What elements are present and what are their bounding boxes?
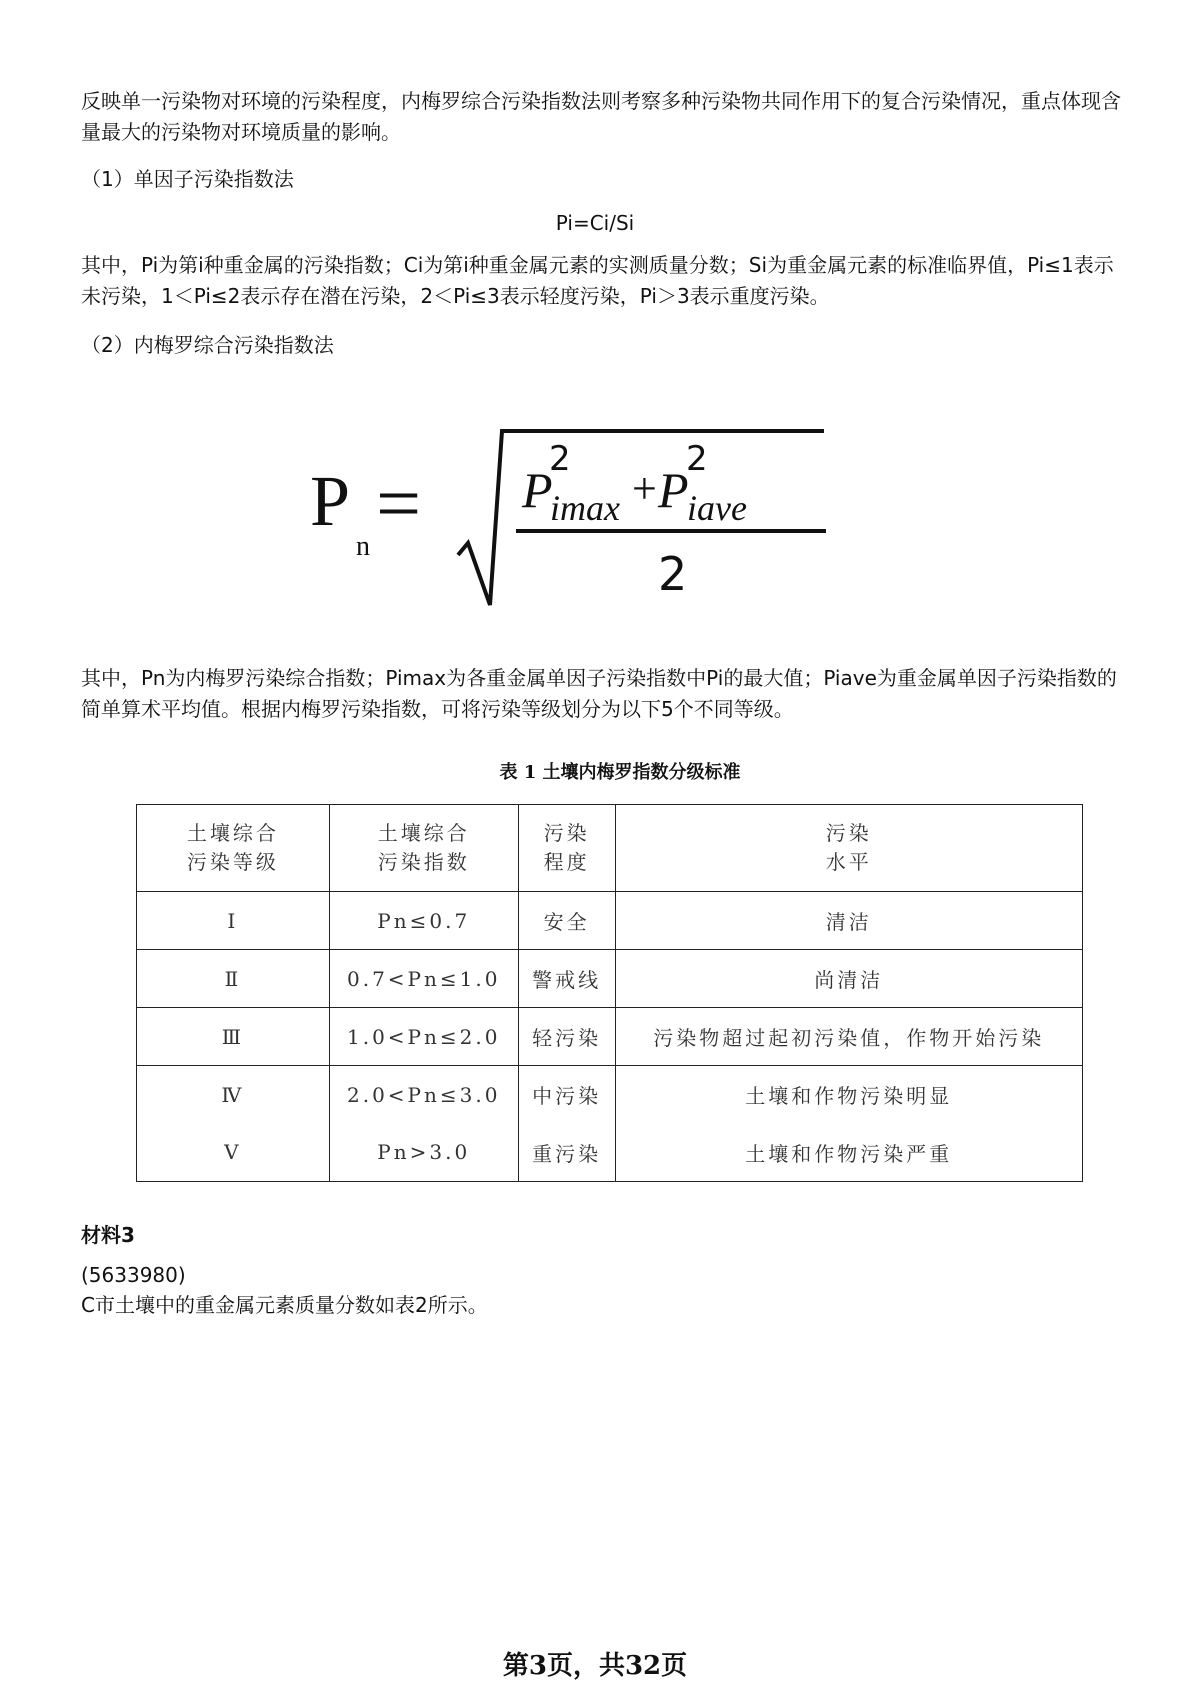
level-cell: 清洁	[615, 892, 1082, 950]
table-row	[137, 892, 1083, 950]
degree-cell: 安全	[518, 892, 615, 950]
formula-term1-sub: imax	[550, 488, 620, 528]
degree-cell: 轻污染	[518, 1008, 615, 1066]
table-row	[137, 950, 1083, 1008]
index-cell: 1.0<Pn≤2.0	[329, 1008, 518, 1066]
level-cell: 土壤和作物污染严重	[615, 1123, 1082, 1182]
intro-paragraph: 反映单一污染物对环境的污染程度，内梅罗综合污染指数法则考察多种污染物共同作用下的复合污染情况，重点体现含量最大的污染物对环境质量的影响。	[81, 89, 1121, 144]
method1-description: 其中，Pi为第i种重金属的污染指数；Ci为第i种重金属元素的实测质量分数；Si为重金属元素的标准临界值，Pi≤1表示未污染，1＜Pi≤2表示存在潜在污染，2＜Pi≤3表示轻度污染，Pi＞3表示重度污染。	[81, 253, 1114, 308]
material-text: C市土壤中的重金属元素质量分数如表2所示。	[81, 1293, 488, 1317]
header-cell: 污染 水平	[615, 805, 1082, 892]
radical-sign	[458, 431, 824, 605]
formula-plus: +	[632, 464, 657, 513]
grade-cell: Ⅰ	[137, 892, 330, 950]
method2-heading: （2）内梅罗综合污染指数法	[81, 333, 334, 357]
formula-lhs-sub: n	[356, 531, 370, 562]
table-row	[137, 1123, 1083, 1182]
level-cell: 土壤和作物污染明显	[615, 1066, 1082, 1124]
grade-cell: Ⅱ	[137, 950, 330, 1008]
material-title: 材料3	[81, 1223, 135, 1247]
nemerow-grade-table	[136, 804, 1083, 1182]
table-row	[137, 1066, 1083, 1124]
table-caption: 表 1 土壤内梅罗指数分级标准	[499, 762, 741, 783]
index-cell: Pn>3.0	[329, 1123, 518, 1182]
formula-lhs: P	[310, 461, 351, 541]
formula-term1-power: 2	[549, 439, 571, 479]
index-cell: 2.0<Pn≤3.0	[329, 1066, 518, 1124]
page-footer: 第3页，共32页	[502, 1651, 688, 1681]
degree-cell: 重污染	[518, 1123, 615, 1182]
formula-equals: =	[376, 460, 422, 548]
method2-description: 其中，Pn为内梅罗污染综合指数；Pimax为各重金属单因子污染指数中Pi的最大值；Piave为重金属单因子污染指数的简单算术平均值。根据内梅罗污染指数，可将污染等级划分为以下5个不同等级。	[81, 666, 1117, 721]
header-cell: 土壤综合 污染指数	[329, 805, 518, 892]
formula-denominator: 2	[658, 547, 688, 601]
header-cell: 污染 程度	[518, 805, 615, 892]
table-row	[137, 1008, 1083, 1066]
nemerow-formula	[300, 415, 840, 615]
formula-term1: P	[522, 462, 553, 518]
level-cell: 尚清洁	[615, 950, 1082, 1008]
formula-term2-power: 2	[686, 439, 708, 479]
method1-heading: （1）单因子污染指数法	[81, 167, 294, 191]
degree-cell: 中污染	[518, 1066, 615, 1124]
header-cell: 土壤综合 污染等级	[137, 805, 330, 892]
level-cell: 污染物超过起初污染值，作物开始污染	[615, 1008, 1082, 1066]
grade-cell: Ⅴ	[137, 1123, 330, 1182]
index-cell: Pn≤0.7	[329, 892, 518, 950]
formula-term2-sub: iave	[687, 488, 747, 528]
single-factor-formula: Pi=Ci/Si	[555, 211, 635, 235]
table-header-row	[137, 805, 1083, 892]
degree-cell: 警戒线	[518, 950, 615, 1008]
formula-term2: P	[658, 462, 689, 518]
index-cell: 0.7<Pn≤1.0	[329, 950, 518, 1008]
material-code: (5633980)	[81, 1263, 186, 1287]
grade-cell: Ⅲ	[137, 1008, 330, 1066]
grade-cell: Ⅳ	[137, 1066, 330, 1124]
